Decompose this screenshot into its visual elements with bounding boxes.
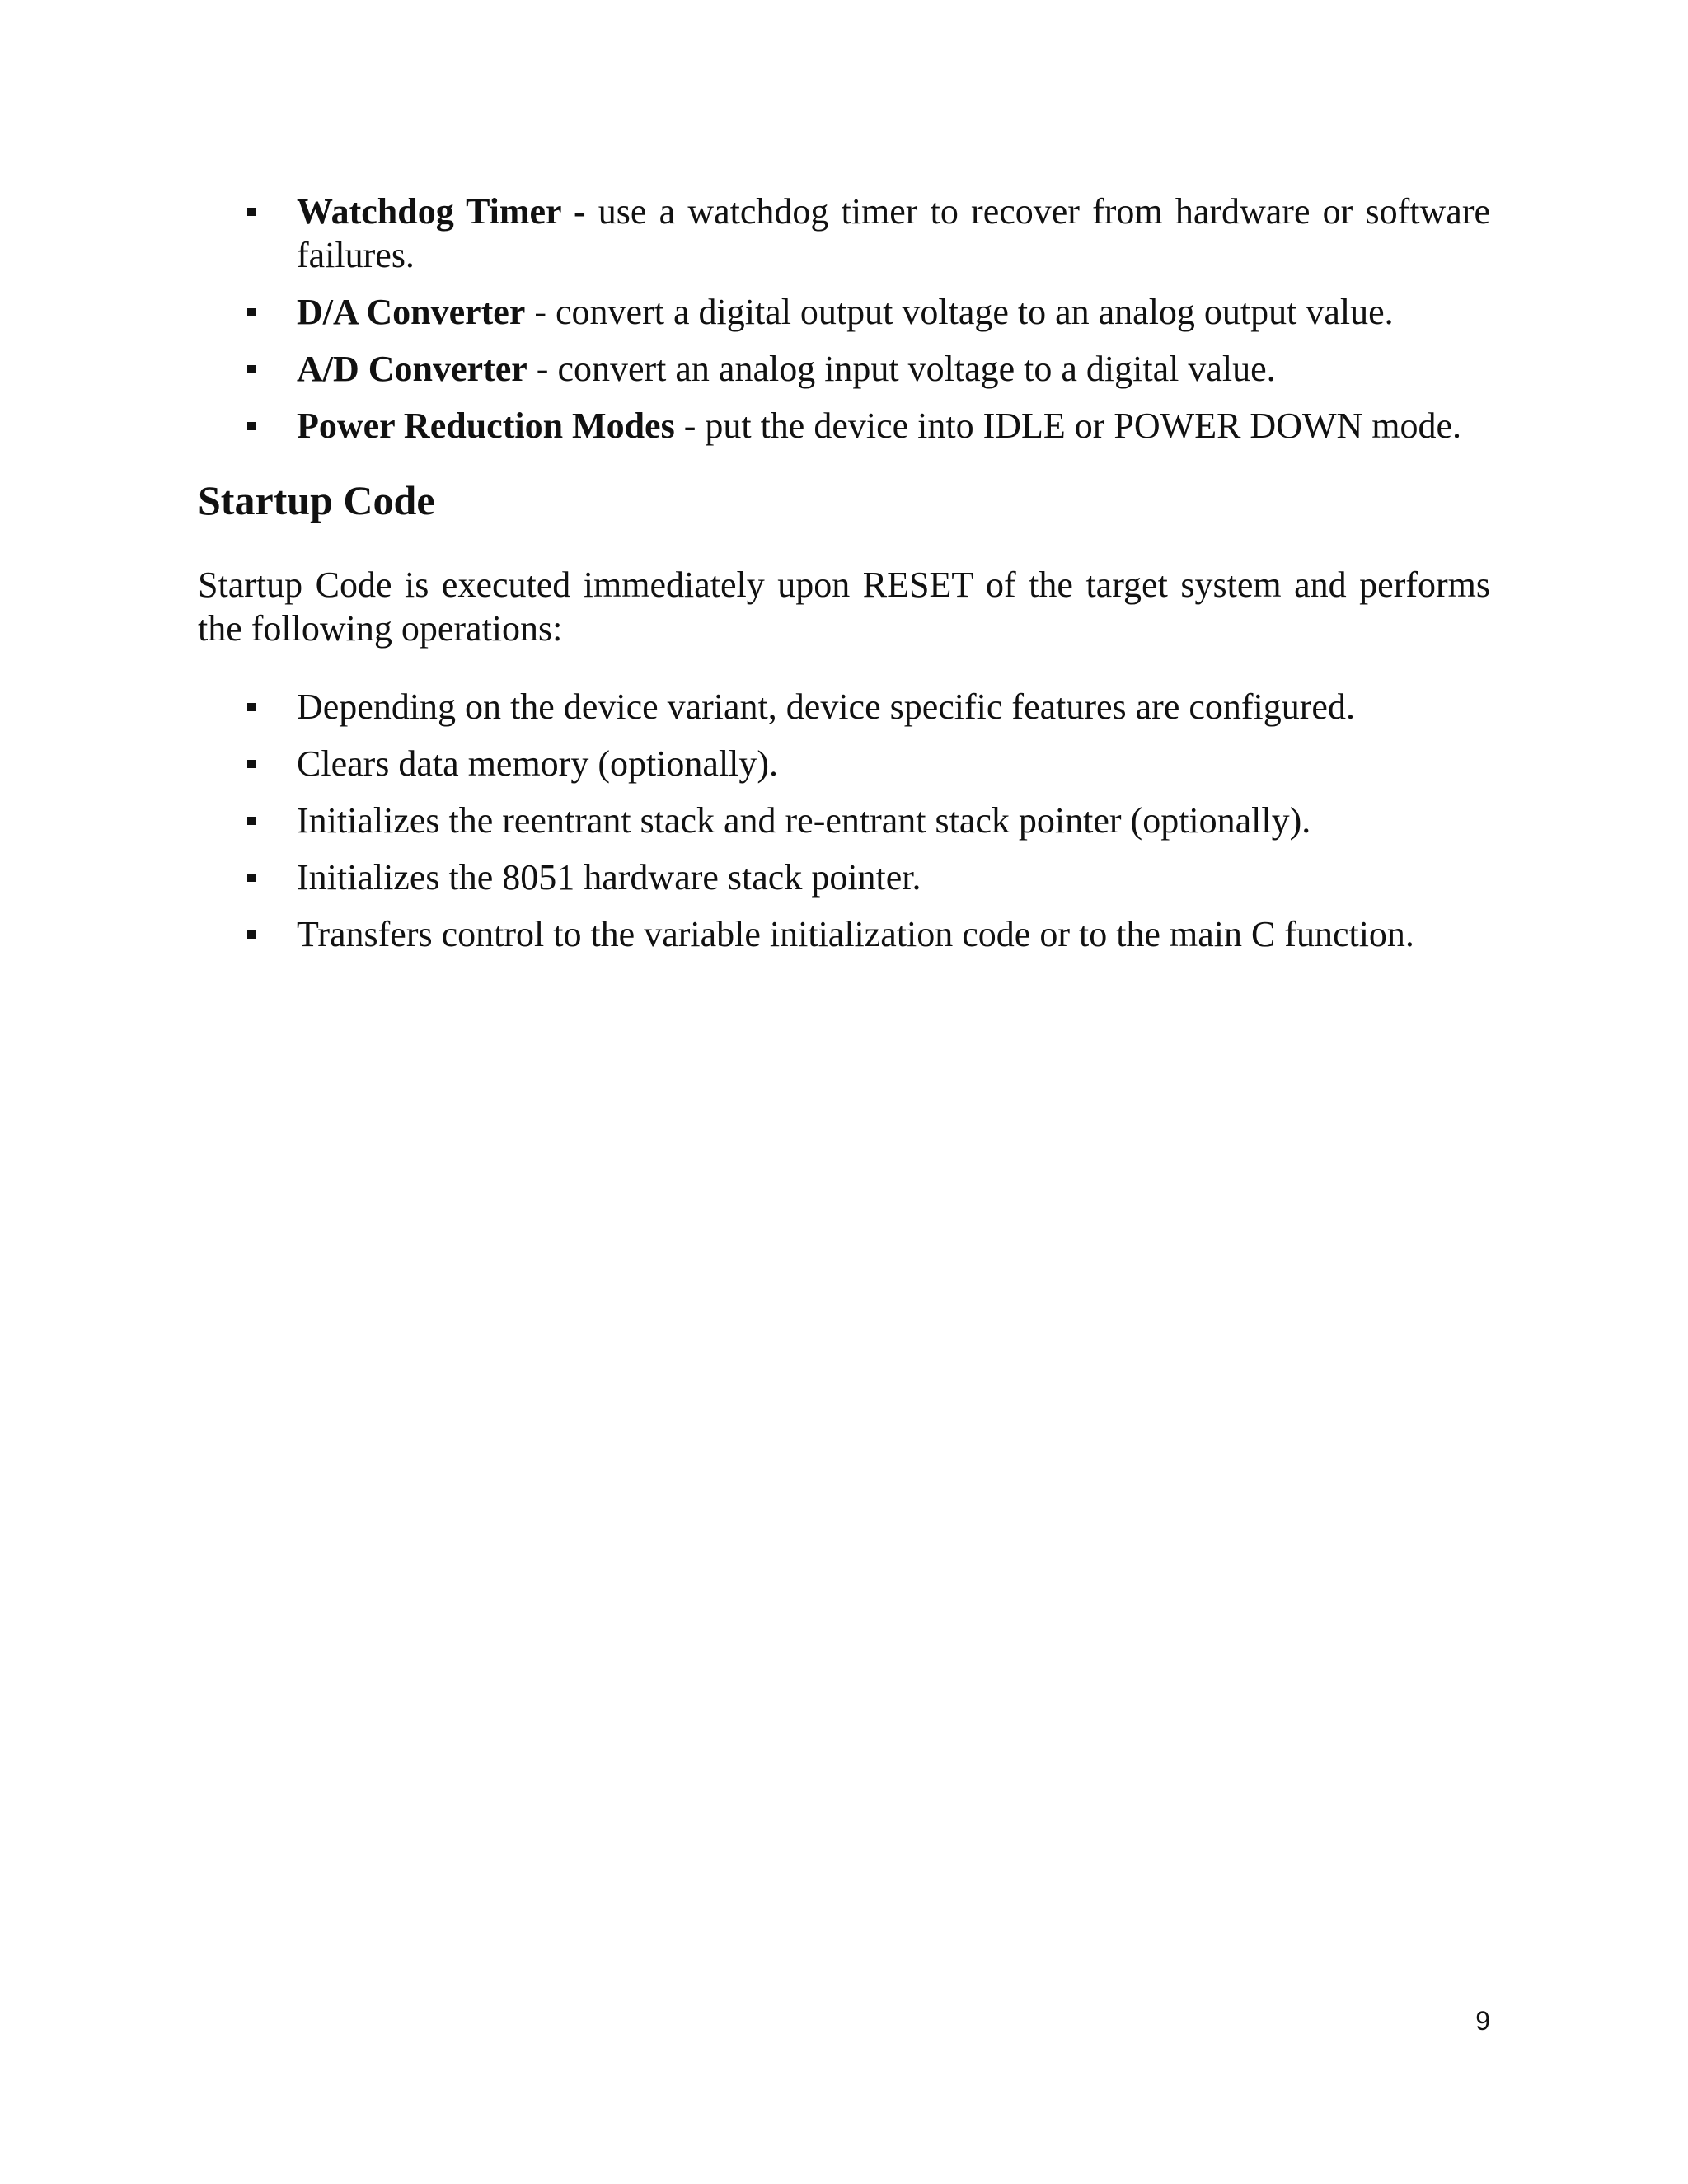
bullet-square-icon	[247, 703, 256, 711]
list-item-ad-converter	[198, 347, 1490, 391]
bullet-square-icon	[247, 874, 256, 882]
bullet-square-icon	[247, 817, 256, 825]
bullet-square-icon	[247, 208, 256, 216]
feature-description: - put the device into IDLE or POWER DOWN mode.	[674, 405, 1462, 446]
bullet-square-icon	[247, 365, 256, 373]
feature-term: Watchdog Timer -	[297, 191, 586, 232]
bullet-square-icon	[247, 422, 256, 430]
feature-term: Power Reduction Modes	[297, 405, 675, 446]
feature-description: - convert an analog input voltage to a digital value.	[527, 349, 1276, 389]
list-item-watchdog-timer	[198, 190, 1490, 277]
list-item	[198, 855, 1490, 899]
list-item-text: Clears data memory (optionally).	[297, 743, 779, 784]
list-item-da-converter	[198, 290, 1490, 334]
feature-description: - convert a digital output voltage to an analog output value.	[525, 292, 1394, 332]
bullet-square-icon	[247, 308, 256, 316]
list-item	[198, 742, 1490, 785]
bullet-square-icon	[247, 760, 256, 768]
list-item-text: Transfers control to the variable initialization code or to the main C function.	[297, 914, 1414, 954]
startup-operations-list	[198, 685, 1490, 956]
feature-term: D/A Converter	[297, 292, 526, 332]
section-heading: Startup Code	[198, 477, 435, 523]
section-intro-paragraph: Startup Code is executed immediately upon RESET of the target system and performs the following operations:	[198, 565, 1490, 649]
feature-description: use a watchdog timer to recover from hardware or software failures.	[297, 191, 1490, 275]
list-item	[198, 912, 1490, 956]
document-page	[198, 190, 1490, 969]
list-item-text: Initializes the reentrant stack and re-entrant stack pointer (optionally).	[297, 800, 1311, 841]
feature-term: A/D Converter	[297, 349, 528, 389]
list-item	[198, 685, 1490, 729]
bullet-square-icon	[247, 930, 256, 939]
list-item-power-reduction-modes	[198, 404, 1490, 448]
feature-list	[198, 190, 1490, 448]
list-item-text: Depending on the device variant, device specific features are configured.	[297, 687, 1355, 727]
list-item	[198, 799, 1490, 842]
page-number: 9	[1475, 2006, 1490, 2036]
list-item-text: Initializes the 8051 hardware stack pointer.	[297, 857, 921, 898]
